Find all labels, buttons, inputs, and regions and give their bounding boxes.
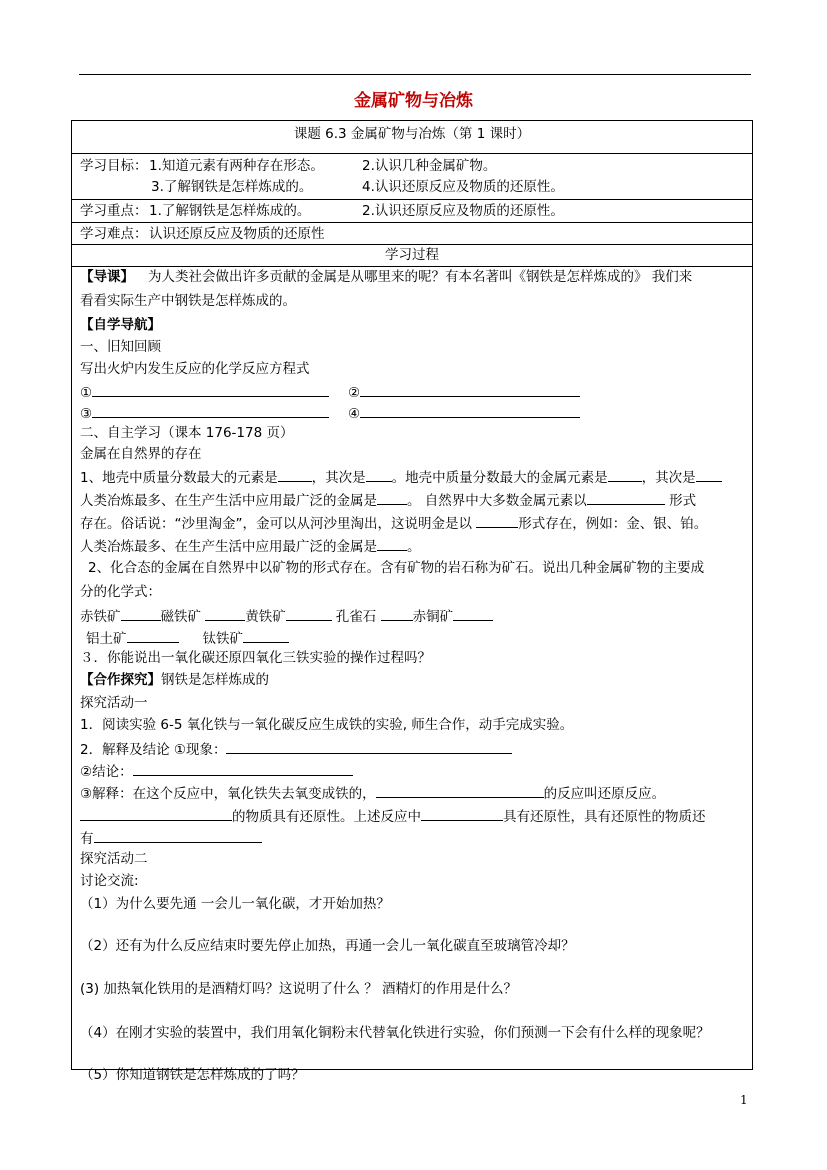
equation-2-blank[interactable] (360, 381, 580, 397)
paragraph-1-line-2 (80, 489, 746, 512)
intro-line-2: 看看实际生产中钢铁是怎样炼成的。 (80, 293, 296, 309)
section-review: 一、旧知回顾 (80, 339, 161, 355)
review-question: 写出火炉内发生反应的化学反应方程式 (80, 361, 310, 377)
minerals-row-2 (86, 627, 746, 650)
process-header: 学习过程 (385, 247, 439, 263)
text-span: 人类冶炼最多、在生产生活中应用最广泛的金属是 (80, 539, 377, 555)
blank-second-metal[interactable] (696, 466, 722, 482)
blank-conclusion[interactable] (133, 760, 353, 776)
blank-common-metal[interactable] (377, 489, 407, 505)
objective-3: 3.了解钢铁是怎样炼成的。 (151, 179, 313, 195)
question-2: （2）还有为什么反应结束时要先停止加热，再通一会儿一氧化碳直至玻璃管冷却？ (80, 938, 575, 954)
blank-magnetite[interactable] (205, 605, 245, 621)
blank-metal-form[interactable] (587, 489, 665, 505)
text-span: ③解释：在这个反应中，氧化铁失去氧变成铁的， (80, 786, 376, 802)
intro-line (80, 267, 746, 288)
activity-1-step-1: 1．阅读实验 6-5 氧化铁与一氧化碳反应生成铁的实验, 师生合作，动手完成实验。 (80, 717, 574, 733)
paragraph-3: ３．你能说出一氧化碳还原四氧化三铁实验的操作过程吗？ (80, 650, 431, 666)
paragraph-1-line-3 (80, 512, 746, 535)
cooperation-label: 【合作探究】 (80, 672, 161, 688)
blank-most-metal[interactable] (608, 466, 642, 482)
question-3: (3) 加热氧化铁用的是酒精灯吗？这说明了什么 ？ 酒精灯的作用是什么？ (80, 981, 517, 997)
text-span: 。 自然界中大多数金属元素以 (407, 493, 587, 509)
text-span: 。地壳中质量分数最大的金属元素是 (391, 470, 608, 486)
section-self-study: 二、自主学习（课本 176-178 页） (80, 425, 294, 441)
text-span: 具有还原性，具有还原性的物质还 (503, 809, 706, 825)
lesson-header-row (72, 121, 752, 154)
text-span: 形式存在，例如：金、银、铂。 (518, 516, 708, 532)
key-point-2: 2.认识还原反应及物质的还原性。 (362, 203, 564, 219)
process-header-row (72, 245, 752, 267)
difficulties-text: 认识还原反应及物质的还原性 (149, 226, 325, 242)
cooperation-text: 钢铁是怎样炼成的 (161, 672, 269, 688)
difficulties-label: 学习难点： (80, 226, 148, 242)
text-span: 2．解释及结论 ①现象： (80, 742, 227, 758)
mineral-bauxite: 铝土矿 (86, 631, 127, 647)
key-point-1: 1.了解钢铁是怎样炼成的。 (149, 203, 311, 219)
minerals-row-1 (80, 605, 746, 628)
blank-second-element[interactable] (366, 466, 392, 482)
activity-2-heading: 探究活动二 (80, 851, 148, 867)
mineral-magnetite: 磁铁矿 (160, 609, 206, 625)
worksheet-table (71, 120, 753, 1083)
self-study-heading: 【自学导航】 (80, 317, 161, 333)
text-span: 。 (407, 539, 421, 555)
paragraph-2-line-1: 2、化合态的金属在自然界中以矿物的形式存在。含有矿物的岩石称为矿石。说出几种金属矿物的主要成 (88, 560, 705, 576)
activity-1-explanation (80, 782, 746, 805)
blank-common-metal-2[interactable] (377, 535, 407, 551)
equation-4-marker: ④ (348, 406, 361, 422)
cooperation-line (80, 670, 746, 691)
text-span: 存在。俗话说：“沙里淘金”，金可以从河沙里淘出，这说明金是以 (80, 516, 477, 532)
equation-row-2 (80, 402, 746, 425)
activity-1-heading: 探究活动一 (80, 695, 148, 711)
self-study-subtitle: 金属在自然界的存在 (80, 446, 202, 462)
lesson-header: 课题 6.3 金属矿物与冶炼（第 1 课时） (293, 126, 531, 142)
blank-bauxite[interactable] (127, 627, 179, 643)
mineral-hematite: 赤铁矿 (80, 609, 121, 625)
activity-1-conclusion (80, 760, 746, 783)
text-span: ，其次是 (311, 470, 366, 486)
blank-most-element[interactable] (278, 466, 312, 482)
key-points-label: 学习重点： (80, 203, 148, 219)
equation-3-blank[interactable] (92, 402, 329, 418)
mineral-pyrite: 黄铁矿 (245, 609, 286, 625)
mineral-malachite: 孔雀石 (335, 609, 381, 625)
objective-4: 4.认识还原反应及物质的还原性。 (362, 179, 564, 195)
text-span: ②结论： (80, 764, 133, 780)
blank-reducing-agent[interactable] (421, 805, 503, 821)
difficulties-row (72, 223, 752, 245)
objectives-label: 学习目标： (80, 158, 148, 174)
blank-other-reducers[interactable] (94, 827, 262, 843)
activity-1-explanation-3 (80, 827, 746, 850)
text-span: 1、地壳中质量分数最大的元素是 (80, 470, 278, 486)
mineral-ilmenite: 钛铁矿 (202, 631, 243, 647)
activity-1-explanation-2 (80, 805, 746, 828)
discussion-heading: 讨论交流: (80, 873, 139, 889)
header-rule (79, 74, 751, 75)
blank-hematite[interactable] (121, 605, 161, 621)
page-number: 1 (740, 1093, 748, 1107)
paragraph-1-line-1 (80, 466, 746, 489)
objectives-row (72, 154, 752, 200)
question-5: （5）你知道钢铁是怎样炼成的了吗？ (80, 1067, 305, 1083)
document-title: 金属矿物与冶炼 (354, 91, 473, 111)
blank-malachite[interactable] (381, 605, 413, 621)
blank-pyrite[interactable] (286, 605, 332, 621)
paragraph-2-line-2: 分的化学式： (80, 584, 161, 600)
question-4: （4）在刚才实验的装置中，我们用氧化铜粉末代替氧化铁进行实验，你们预测一下会有什么样的现象呢？ (80, 1025, 710, 1041)
text-span: 形式 (664, 493, 697, 509)
key-points-row (72, 200, 752, 223)
blank-gold-form[interactable] (476, 512, 518, 528)
blank-phenomenon[interactable] (226, 738, 512, 754)
paragraph-1-line-4 (80, 535, 746, 558)
text-span: 的物质具有还原性。上述反应中 (232, 809, 421, 825)
objective-2: 2.认识几种金属矿物。 (362, 158, 497, 174)
blank-cuprite[interactable] (453, 605, 493, 621)
equation-4-blank[interactable] (360, 402, 580, 418)
objective-1: 1.知道元素有两种存在形态。 (149, 158, 324, 174)
equation-1-blank[interactable] (92, 381, 329, 397)
intro-label: 【导课】 (80, 269, 134, 285)
equation-row-1 (80, 381, 746, 404)
blank-reducing-substance[interactable] (80, 805, 232, 821)
activity-1-step-2 (80, 738, 746, 761)
equation-3-marker: ③ (80, 406, 93, 422)
text-span: 有 (80, 831, 94, 847)
text-span: 的反应叫还原反应。 (543, 786, 666, 802)
equation-2-marker: ② (348, 385, 361, 401)
blank-ilmenite[interactable] (243, 627, 289, 643)
equation-1-marker: ① (80, 385, 93, 401)
intro-text: 为人类社会做出许多贡献的金属是从哪里来的呢？有本名著叫《钢铁是怎样炼成的》 我们来 (148, 269, 693, 285)
text-span: 人类冶炼最多、在生产生活中应用最广泛的金属是 (80, 493, 377, 509)
mineral-cuprite: 赤铜矿 (412, 609, 454, 625)
text-span: ，其次是 (641, 470, 696, 486)
question-1: （1）为什么要先通 一会儿一氧化碳，才开始加热？ (80, 896, 390, 912)
blank-reduction[interactable] (376, 782, 544, 798)
